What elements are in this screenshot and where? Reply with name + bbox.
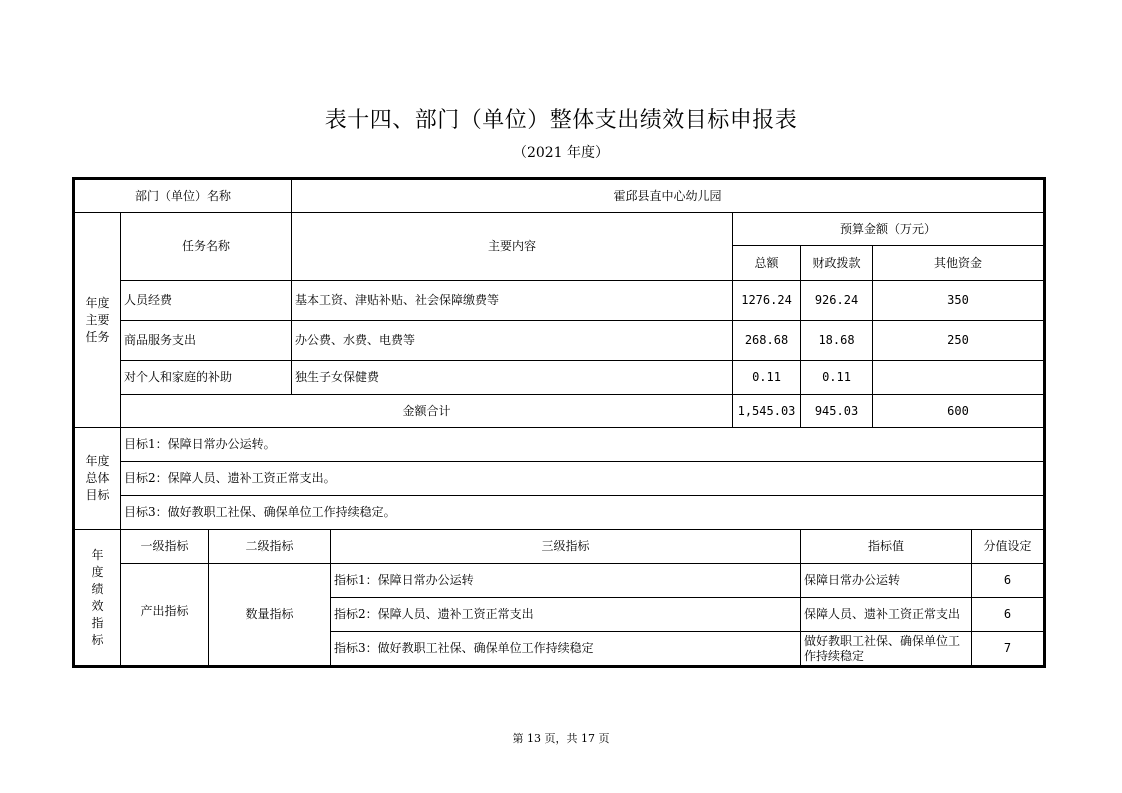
- indicator-value: 保障人员、遗补工资正常支出: [801, 598, 972, 632]
- table-row: [75, 564, 1044, 598]
- task-content: 办公费、水费、电费等: [292, 321, 733, 361]
- level1-value: 产出指标: [121, 564, 209, 666]
- table-row: [75, 281, 1044, 321]
- task-other: 250: [873, 321, 1044, 361]
- goal-item: 目标1：保障日常办公运转。: [121, 428, 1044, 462]
- task-name: 商品服务支出: [121, 321, 292, 361]
- tasks-table: [74, 179, 1044, 428]
- sum-label: 金额合计: [121, 395, 733, 428]
- goal-item: 目标2：保障人员、遗补工资正常支出。: [121, 462, 1044, 496]
- task-other: 350: [873, 281, 1044, 321]
- header-budget: 预算金额（万元）: [733, 213, 1044, 246]
- task-fiscal: 0.11: [801, 361, 873, 395]
- page-footer: 第 13 页，共 17 页: [512, 732, 610, 745]
- header-total: 总额: [733, 246, 801, 281]
- table-row: [75, 361, 1044, 395]
- task-content: 独生子女保健费: [292, 361, 733, 395]
- sum-row: [75, 395, 1044, 428]
- page-subtitle: （2021 年度）: [512, 145, 610, 161]
- header-indicator-value: 指标值: [801, 530, 972, 564]
- task-name: 人员经费: [121, 281, 292, 321]
- task-total: 1276.24: [733, 281, 801, 321]
- sum-total: 1,545.03: [733, 395, 801, 428]
- sum-other: 600: [873, 395, 1044, 428]
- task-total: 268.68: [733, 321, 801, 361]
- indicators-table: [74, 529, 1044, 666]
- indicator-score: 6: [972, 564, 1044, 598]
- header-other: 其他资金: [873, 246, 1044, 281]
- task-other: [873, 361, 1044, 395]
- task-fiscal: 18.68: [801, 321, 873, 361]
- dept-value: 霍邱县直中心幼儿园: [292, 180, 1044, 213]
- table-row: [75, 321, 1044, 361]
- goal-item: 目标3：做好教职工社保、确保单位工作持续稳定。: [121, 496, 1044, 530]
- indicator-score: 7: [972, 632, 1044, 666]
- annual-goals-label: 年度 总体 目标: [75, 428, 121, 530]
- header-score: 分值设定: [972, 530, 1044, 564]
- task-fiscal: 926.24: [801, 281, 873, 321]
- header-task-name: 任务名称: [121, 213, 292, 281]
- performance-indicators-label: 年 度 绩 效 指 标: [75, 530, 121, 666]
- header-fiscal: 财政拨款: [801, 246, 873, 281]
- indicator-text: 指标2：保障人员、遗补工资正常支出: [331, 598, 801, 632]
- task-total: 0.11: [733, 361, 801, 395]
- indicator-text: 指标3：做好教职工社保、确保单位工作持续稳定: [331, 632, 801, 666]
- goals-table: [74, 427, 1044, 530]
- header-level1: 一级指标: [121, 530, 209, 564]
- level2-value: 数量指标: [209, 564, 331, 666]
- indicator-value: 保障日常办公运转: [801, 564, 972, 598]
- annual-tasks-label: 年度 主要 任务: [75, 213, 121, 428]
- page-title: 表十四、部门（单位）整体支出绩效目标申报表: [324, 108, 798, 133]
- sum-fiscal: 945.03: [801, 395, 873, 428]
- performance-form: [72, 177, 1046, 668]
- task-name: 对个人和家庭的补助: [121, 361, 292, 395]
- header-content: 主要内容: [292, 213, 733, 281]
- header-level3: 三级指标: [331, 530, 801, 564]
- task-content: 基本工资、津贴补贴、社会保障缴费等: [292, 281, 733, 321]
- indicator-score: 6: [972, 598, 1044, 632]
- header-level2: 二级指标: [209, 530, 331, 564]
- indicator-value: 做好教职工社保、确保单位工作持续稳定: [801, 632, 972, 666]
- dept-label: 部门（单位）名称: [75, 180, 292, 213]
- indicator-text: 指标1：保障日常办公运转: [331, 564, 801, 598]
